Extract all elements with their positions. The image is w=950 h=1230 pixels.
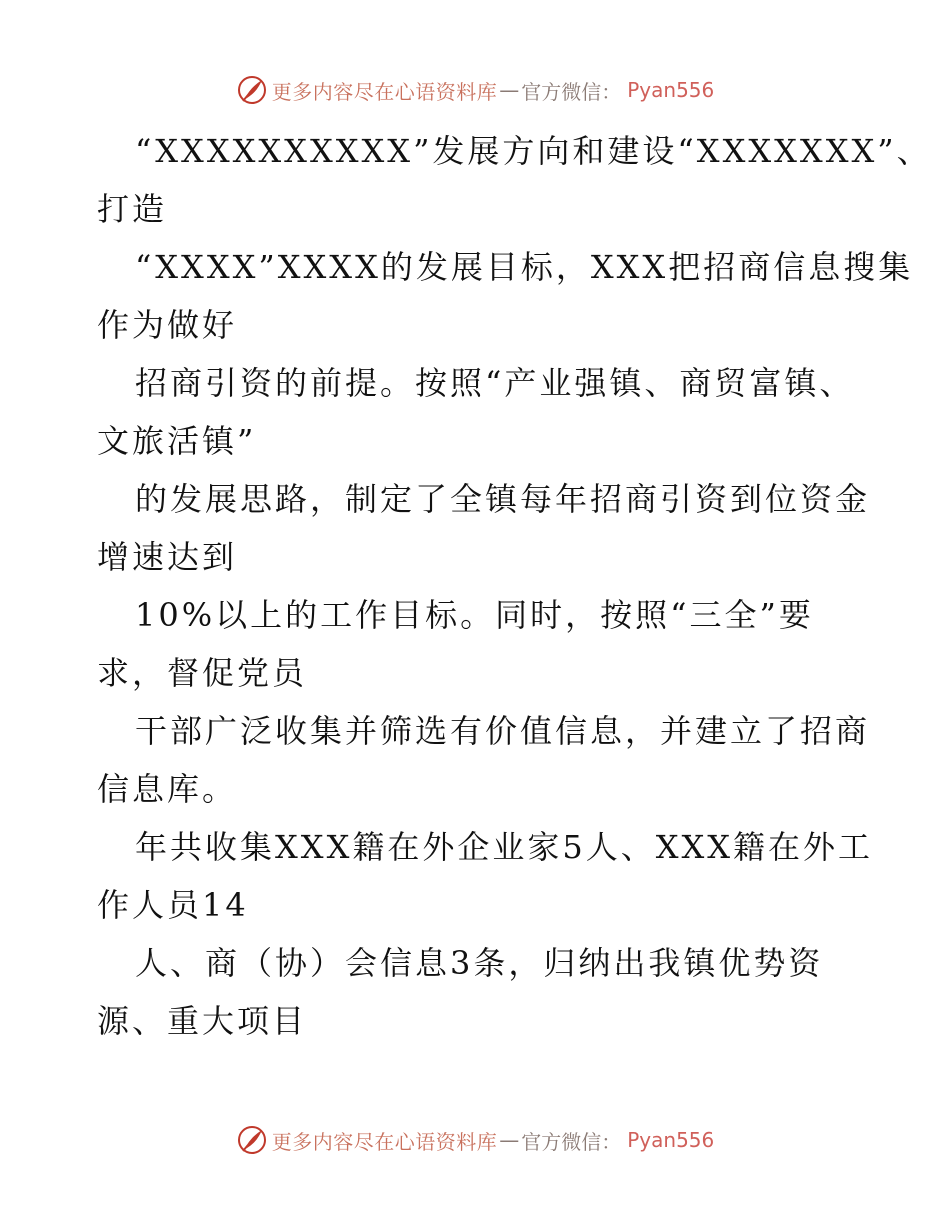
paragraph-line-8: 增速达到 bbox=[97, 538, 238, 576]
header-watermark bbox=[0, 72, 950, 108]
footer-separator: — bbox=[499, 1128, 520, 1152]
header-wechat-label: 官方微信 bbox=[521, 79, 602, 104]
paragraph-line-4: 作为做好 bbox=[97, 306, 238, 344]
paragraph-line-12: 信息库。 bbox=[97, 770, 238, 808]
header-wechat-id: Pyan556 bbox=[627, 78, 715, 102]
header-separator: — bbox=[499, 78, 520, 102]
paragraph-line-11: 干部广泛收集并筛选有价值信息，并建立了招商 bbox=[135, 712, 871, 750]
footer-wechat-label: 官方微信 bbox=[521, 1129, 602, 1154]
paragraph-line-3: “XXXX”XXXX的发展目标，XXX把招商信息搜集 bbox=[135, 248, 914, 286]
paragraph-line-7: 的发展思路，制定了全镇每年招商引资到位资金 bbox=[135, 480, 871, 518]
feather-pen-logo-icon bbox=[236, 74, 268, 106]
paragraph-line-16: 源、重大项目 bbox=[97, 1002, 308, 1040]
paragraph-line-1: “XXXXXXXXXX”发展方向和建设“XXXXXXX”、 bbox=[135, 132, 932, 170]
feather-pen-logo-icon bbox=[236, 1124, 268, 1156]
footer-colon: ： bbox=[601, 1129, 622, 1154]
paragraph-line-6: 文旅活镇” bbox=[97, 422, 257, 460]
footer-wechat-id: Pyan556 bbox=[627, 1128, 715, 1152]
paragraph-line-10: 求，督促党员 bbox=[97, 654, 308, 692]
paragraph-line-13: 年共收集XXX籍在外企业家5人、XXX籍在外工 bbox=[135, 828, 874, 866]
paragraph-line-14: 作人员14 bbox=[97, 886, 249, 924]
footer-site-text: 更多内容尽在心语资料库 bbox=[271, 1129, 498, 1154]
paragraph-line-9: 10%以上的工作目标。同时，按照“三全”要 bbox=[135, 596, 814, 634]
footer-watermark bbox=[0, 1122, 950, 1158]
paragraph-line-2: 打造 bbox=[97, 190, 168, 228]
header-site-text: 更多内容尽在心语资料库 bbox=[271, 79, 498, 104]
header-colon: ： bbox=[601, 79, 622, 104]
paragraph-line-15: 人、商（协）会信息3条，归纳出我镇优势资 bbox=[135, 944, 824, 982]
document-body bbox=[97, 122, 932, 1050]
paragraph-line-5: 招商引资的前提。按照“产业强镇、商贸富镇、 bbox=[135, 364, 855, 402]
